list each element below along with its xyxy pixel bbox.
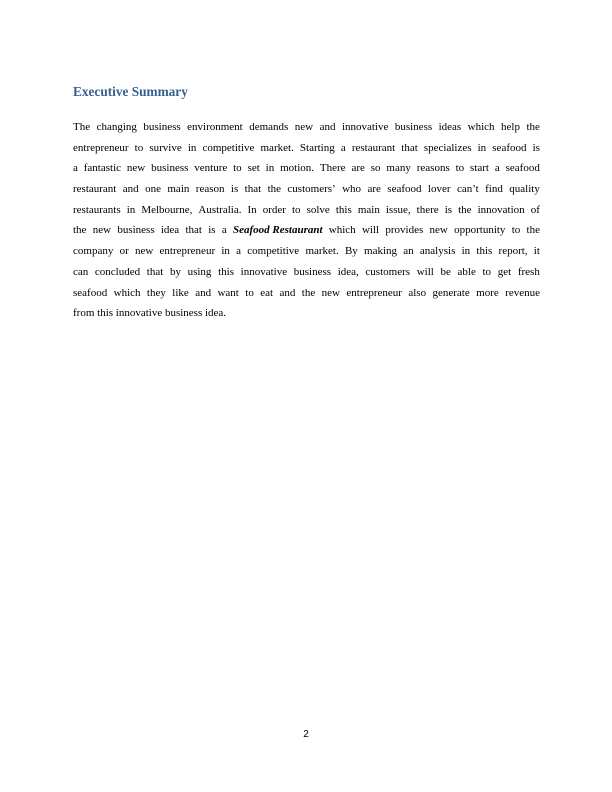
word: set [247,162,260,175]
word: are [367,183,381,196]
word: seafood [505,162,540,175]
word: a [494,162,500,175]
text-line: from this innovative business idea. [73,307,227,320]
word: market. [260,141,294,154]
word: seafood [492,141,527,154]
word: many [386,162,411,175]
word: main [357,203,380,216]
word: new [321,286,340,299]
word: that [401,141,418,154]
word: opportunity [454,224,506,237]
word: in [126,203,136,216]
text-line [73,202,540,223]
word: motion. [280,162,315,175]
word: revenue [505,286,540,299]
word: to [291,203,301,216]
word: will [416,265,434,278]
word: concluded [94,265,141,278]
word: which [113,286,141,299]
word: like [172,286,189,299]
word: customers [365,265,411,278]
word: generate [432,286,470,299]
text-line [73,160,540,181]
word: able [457,265,476,278]
word: that [244,183,262,196]
word: are [351,162,365,175]
word: venture [194,162,228,175]
word: fresh [517,265,540,278]
word: restaurant [73,183,117,196]
word: issue, [385,203,411,216]
word: new [92,224,112,237]
word: can’t [456,183,479,196]
word: in [461,245,471,258]
word: a [73,162,78,175]
word: innovative [240,265,288,278]
word: to [134,141,144,154]
word: order [262,203,286,216]
word: a [236,245,242,258]
word: business [394,121,433,133]
word: get [497,265,512,278]
word: main [167,183,190,196]
word: also [408,286,427,299]
word: they [146,286,166,299]
word: solve [306,203,330,216]
word: restaurant [351,141,396,154]
word: will [361,224,380,237]
word: The [73,121,91,133]
word: a [340,141,346,154]
word: survive [149,141,182,154]
word: can [73,265,89,278]
word: environment [187,121,243,133]
word: an [403,245,414,258]
word: the [526,121,540,133]
word: in [187,141,197,154]
word: who [342,183,362,196]
word: Starting [299,141,335,154]
text-line [73,285,540,306]
section-heading: Executive Summary [73,84,188,99]
word: idea, [337,265,359,278]
word: customers’ [287,183,336,196]
word: to [245,286,254,299]
word: demands [249,121,289,133]
word: new [126,162,146,175]
text-line-emphasis [73,222,540,243]
word: reasons [416,162,450,175]
word: the [458,203,472,216]
text-line [73,264,540,285]
word: report, [498,245,528,258]
word: In [247,203,257,216]
word: is [208,224,216,237]
word: or [119,245,129,258]
text-line [73,243,540,264]
word: this [476,245,493,258]
word: want [217,286,239,299]
word: to [233,162,242,175]
word: provides [385,224,424,237]
word: analysis [419,245,456,258]
word: innovative [341,121,389,133]
word: new [429,224,448,237]
word: to [511,224,521,237]
word: is [532,141,540,154]
word: fantastic [83,162,122,175]
word: competitive [202,141,255,154]
word: and [195,286,212,299]
word: competitive [247,245,300,258]
word: start [470,162,489,175]
emphasized-term: Seafood Restaurant [232,224,323,237]
word: reason [195,183,225,196]
word: by [169,265,181,278]
word: specializes [423,141,472,154]
word: making [364,245,398,258]
word: entrepreneur [346,286,402,299]
word: idea [160,224,180,237]
word: is [444,203,453,216]
word: the [73,224,87,237]
word: in [221,245,230,258]
word: and [319,121,336,133]
word: there [416,203,439,216]
word: eat [260,286,274,299]
word: it [533,245,540,258]
executive-summary-paragraph [73,119,540,326]
word: using [187,265,212,278]
word: new [134,245,154,258]
word: that [185,224,202,237]
word: more [476,286,499,299]
word: help [501,121,520,133]
word: in [477,141,487,154]
text-line [73,181,540,202]
word: There [319,162,346,175]
word: in [265,162,275,175]
word: Melbourne, [141,203,193,216]
word: changing [96,121,137,133]
word: ideas [438,121,462,133]
word: one [145,183,161,196]
word: to [482,265,492,278]
word: company [73,245,114,258]
text-line [73,140,540,161]
word: which [328,224,356,237]
word: this [335,203,352,216]
word: a [221,224,227,237]
page-number: 2 [303,729,309,740]
word: innovation [477,203,525,216]
word: Australia. [198,203,242,216]
word: this [218,265,234,278]
word: is [230,183,239,196]
word: that [146,265,164,278]
word: business [143,121,181,133]
word: entrepreneur [159,245,216,258]
word: which [467,121,495,133]
word: market. [305,245,339,258]
word: and [279,286,296,299]
word: new [294,121,314,133]
word: lover [427,183,451,196]
word: be [440,265,451,278]
word: to [455,162,465,175]
word: so [370,162,381,175]
word: restaurants [73,203,121,216]
word: the [301,286,316,299]
word: By [344,245,358,258]
text-line [73,119,540,140]
word: business [117,224,155,237]
word: business [151,162,189,175]
word: quality [509,183,540,196]
word: seafood [387,183,422,196]
word: the [267,183,282,196]
word: and [122,183,139,196]
word: the [526,224,540,237]
word: seafood [73,286,108,299]
word: find [485,183,503,196]
word: business [293,265,332,278]
word: entrepreneur [73,141,129,154]
word: of [530,203,540,216]
